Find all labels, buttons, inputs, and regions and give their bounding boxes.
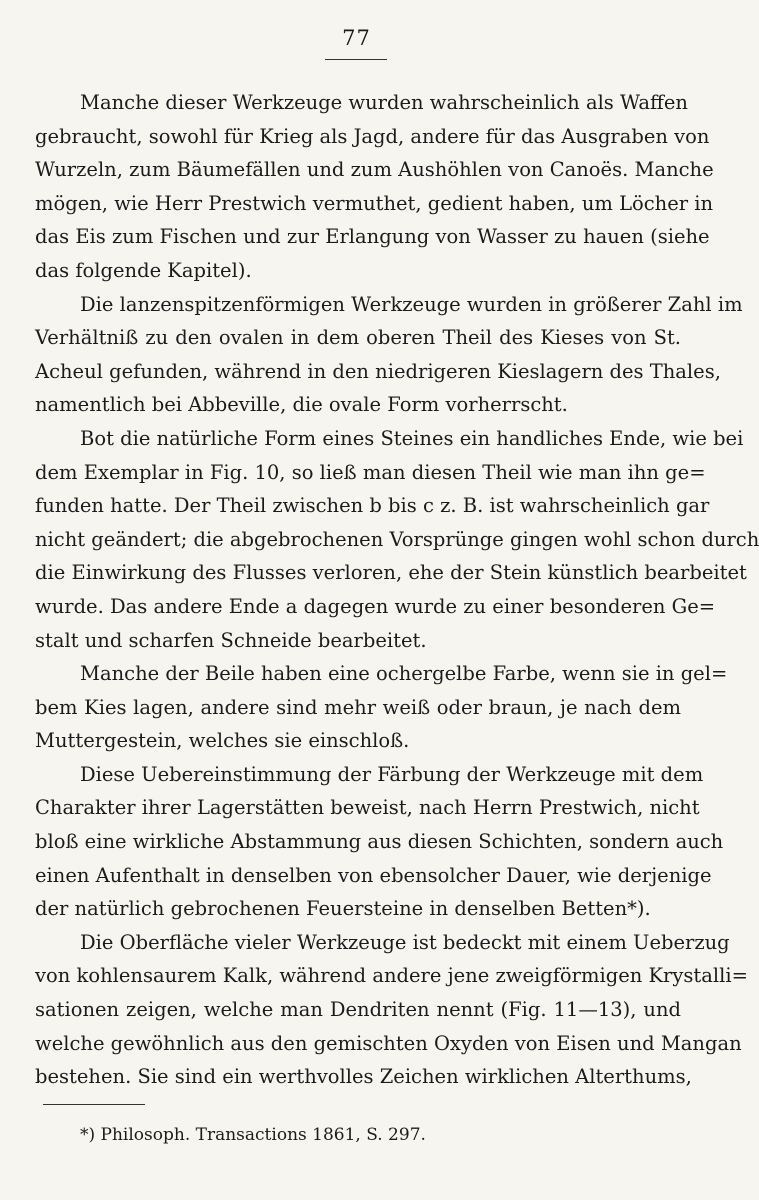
paragraph <box>35 422 759 657</box>
text-line: gebraucht, sowohl für Krieg als Jagd, andere für das Ausgraben von <box>35 124 710 148</box>
text-line: mögen, wie Herr Prestwich vermuthet, gedient haben, um Löcher in <box>35 191 714 215</box>
text-line: Diese Uebereinstimmung der Färbung der Werkzeuge mit dem <box>80 762 704 786</box>
paragraph <box>35 657 728 758</box>
paragraph <box>35 926 748 1094</box>
text-line: Manche dieser Werkzeuge wurden wahrscheinlich als Waffen <box>80 91 688 114</box>
text-line: Charakter ihrer Lagerstätten beweist, nach Herrn Prestwich, nicht <box>35 796 700 820</box>
text-line: Muttergestein, welches sie einschloß. <box>35 729 410 753</box>
text-line: Wurzeln, zum Bäumefällen und zum Aushöhlen von Canoës. Manche <box>35 158 714 182</box>
text-line: Acheul gefunden, während in den niedrigeren Kieslagern des Thales, <box>35 359 721 383</box>
text-line: Die Oberfläche vieler Werkzeuge ist bedeckt mit einem Ueberzug <box>80 930 730 954</box>
text-line: die Einwirkung des Flusses verloren, ehe der Stein künstlich bearbeitet <box>35 561 747 585</box>
page-number: 77 <box>342 26 371 50</box>
body-text <box>35 86 759 1094</box>
footnote: *) Philosoph. Transactions 1861, S. 297. <box>80 1125 426 1145</box>
paragraph <box>35 758 724 926</box>
text-line: Bot die natürliche Form eines Steines ein handliches Ende, wie bei <box>80 426 744 450</box>
text-line: welche gewöhnlich aus den gemischten Oxyden von Eisen und Mangan <box>35 1031 742 1055</box>
header-rule <box>325 59 387 60</box>
text-line: wurde. Das andere Ende a dagegen wurde zu einer besonderen Ge= <box>35 594 716 618</box>
paragraph <box>35 288 743 422</box>
text-line: bloß eine wirkliche Abstammung aus diesen Schichten, sondern auch <box>35 830 724 854</box>
paragraph <box>35 86 714 288</box>
text-line: funden hatte. Der Theil zwischen b bis c z. B. ist wahrscheinlich gar <box>35 494 710 518</box>
text-line: Verhältniß zu den ovalen in dem oberen Theil des Kieses von St. <box>35 326 681 350</box>
text-line: Manche der Beile haben eine ochergelbe Farbe, wenn sie in gel= <box>80 662 728 686</box>
text-line: das Eis zum Fischen und zur Erlangung von Wasser zu hauen (siehe <box>35 225 710 249</box>
text-line: stalt und scharfen Schneide bearbeitet. <box>35 628 427 652</box>
text-line: das folgende Kapitel). <box>35 258 252 282</box>
text-line: einen Aufenthalt in denselben von ebensolcher Dauer, wie derjenige <box>35 863 712 887</box>
text-line: bestehen. Sie sind ein werthvolles Zeichen wirklichen Alterthums, <box>35 1065 692 1089</box>
text-line: von kohlensaurem Kalk, während andere jene zweigförmigen Krystalli= <box>35 964 748 988</box>
text-line: dem Exemplar in Fig. 10, so ließ man diesen Theil wie man ihn ge= <box>35 460 706 484</box>
text-line: nicht geändert; die abgebrochenen Vorsprünge gingen wohl schon durch <box>35 527 759 551</box>
text-line: bem Kies lagen, andere sind mehr weiß oder braun, je nach dem <box>35 695 681 719</box>
text-line: Die lanzenspitzenförmigen Werkzeuge wurden in größerer Zahl im <box>80 292 743 316</box>
footnote-rule <box>43 1104 145 1105</box>
text-line: namentlich bei Abbeville, die ovale Form vorherrscht. <box>35 393 568 417</box>
text-line: sationen zeigen, welche man Dendriten nennt (Fig. 11—13), und <box>35 998 681 1022</box>
text-line: der natürlich gebrochenen Feuersteine in denselben Betten*). <box>35 897 651 921</box>
